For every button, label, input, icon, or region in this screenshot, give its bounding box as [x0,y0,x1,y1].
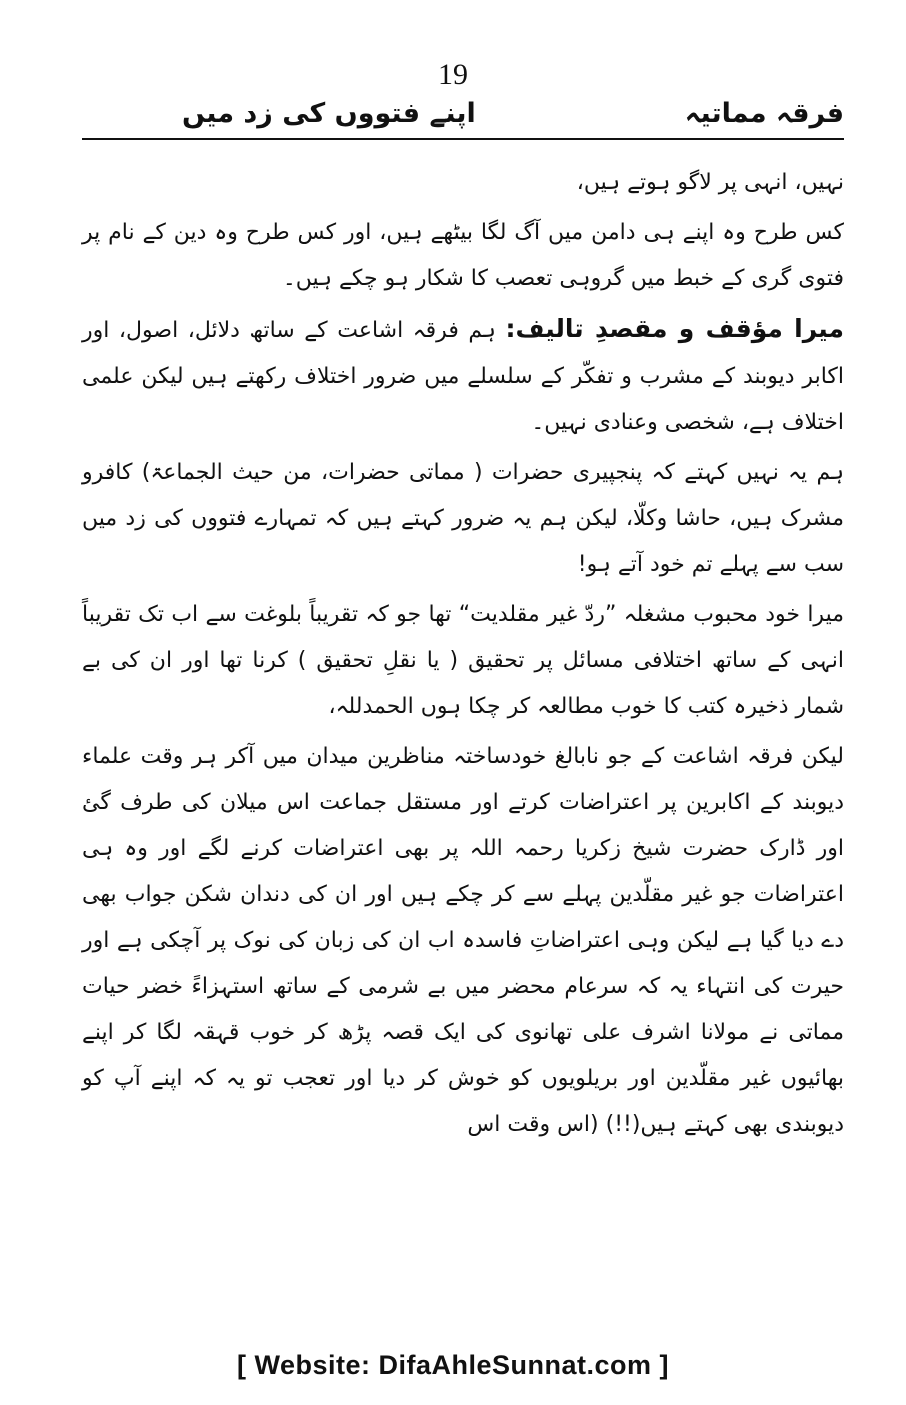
paragraph-1: نہیں، انہی پر لاگو ہوتے ہیں، [576,170,844,195]
website-footer: [ Website: DifaAhleSunnat.com ] [236,1350,670,1380]
header-book-title: فرقہ مماتیہ [684,98,844,129]
section-heading: میرا مؤقف و مقصدِ تالیف: [505,314,844,343]
page-body [82,160,844,1152]
paragraph-6: لیکن فرقہ اشاعت کے جو نابالغ خودساختہ مناظرین میدان میں آکر ہر وقت علماء دیوبند کے اکابرین پر اعتراضات کرتے اور مستقل جماعت اس میلان کی طرف گئ اور ڈارک حضرت شیخ زکریا رحمہ اللہ پر بھی اعتراضات کرنے لگے اور وہ ہی اعتراضات جو غیر مقلّدین پہلے سے کر چکے ہیں اور ان کی دندان شکن جواب بھی دے دیا گیا ہے لیکن وہی اعتراضاتِ فاسدہ اب ان کی زبان کی نوک پر آچکی ہے اور حیرت کی انتہاء یہ کہ سرعام محضر میں بے شرمی کے ساتھ استہزاءً خضر حیات مماتی نے مولانا اشرف علی تھانوی کی ایک قصہ پڑھ کر خوب قہقہ لگا کر اپنے بھائیوں غیر مقلّدین اور بریلویوں کو خوش کر دیا اور تعجب تو یہ کہ اپنے آپ کو دیوبندی بھی کہتے ہیں(!!) (اس وقت اس [82,744,844,1137]
header-chapter-title: اپنے فتووں کی زد میں [182,98,476,129]
running-header [82,96,844,140]
page-number: 19 [438,58,468,91]
paragraph-5: میرا خود محبوب مشغلہ ”ردّ غیر مقلدیت“ تھا جو کہ تقریباً بلوغت سے اب تک تقریباً انہی کے ساتھ اختلافی مسائل پر تحقیق ( یا نقلِ تحقیق ) کرنا تھا اور ان کی بے شمار ذخیرہ کتب کا خوب مطالعہ کر چکا ہوں الحمدللہ، [82,602,844,719]
paragraph-3 [82,306,844,446]
paragraph-3-text: ہم فرقہ اشاعت کے ساتھ دلائل، اصول، اور اکابر دیوبند کے مشرب و تفکّر کے سلسلے میں ضرور اختلاف رکھتے ہیں لیکن علمی اختلاف ہے، شخصی وعنادی نہیں۔ [82,318,844,435]
paragraph-2: کس طرح وہ اپنے ہی دامن میں آگ لگا بیٹھے ہیں، اور کس طرح وہ دین کے نام پر فتوی گری کے خبط میں گروہی تعصب کا شکار ہو چکے ہیں۔ [82,220,844,291]
paragraph-4: ہم یہ نہیں کہتے کہ پنجپیری حضرات ( مماتی حضرات، من حیث الجماعۃ) کافرو مشرک ہیں، حاشا وکلّا، لیکن ہم یہ ضرور کہتے ہیں کہ تمہارے فتووں کی زد میں سب سے پہلے تم خود آتے ہو! [82,460,844,577]
